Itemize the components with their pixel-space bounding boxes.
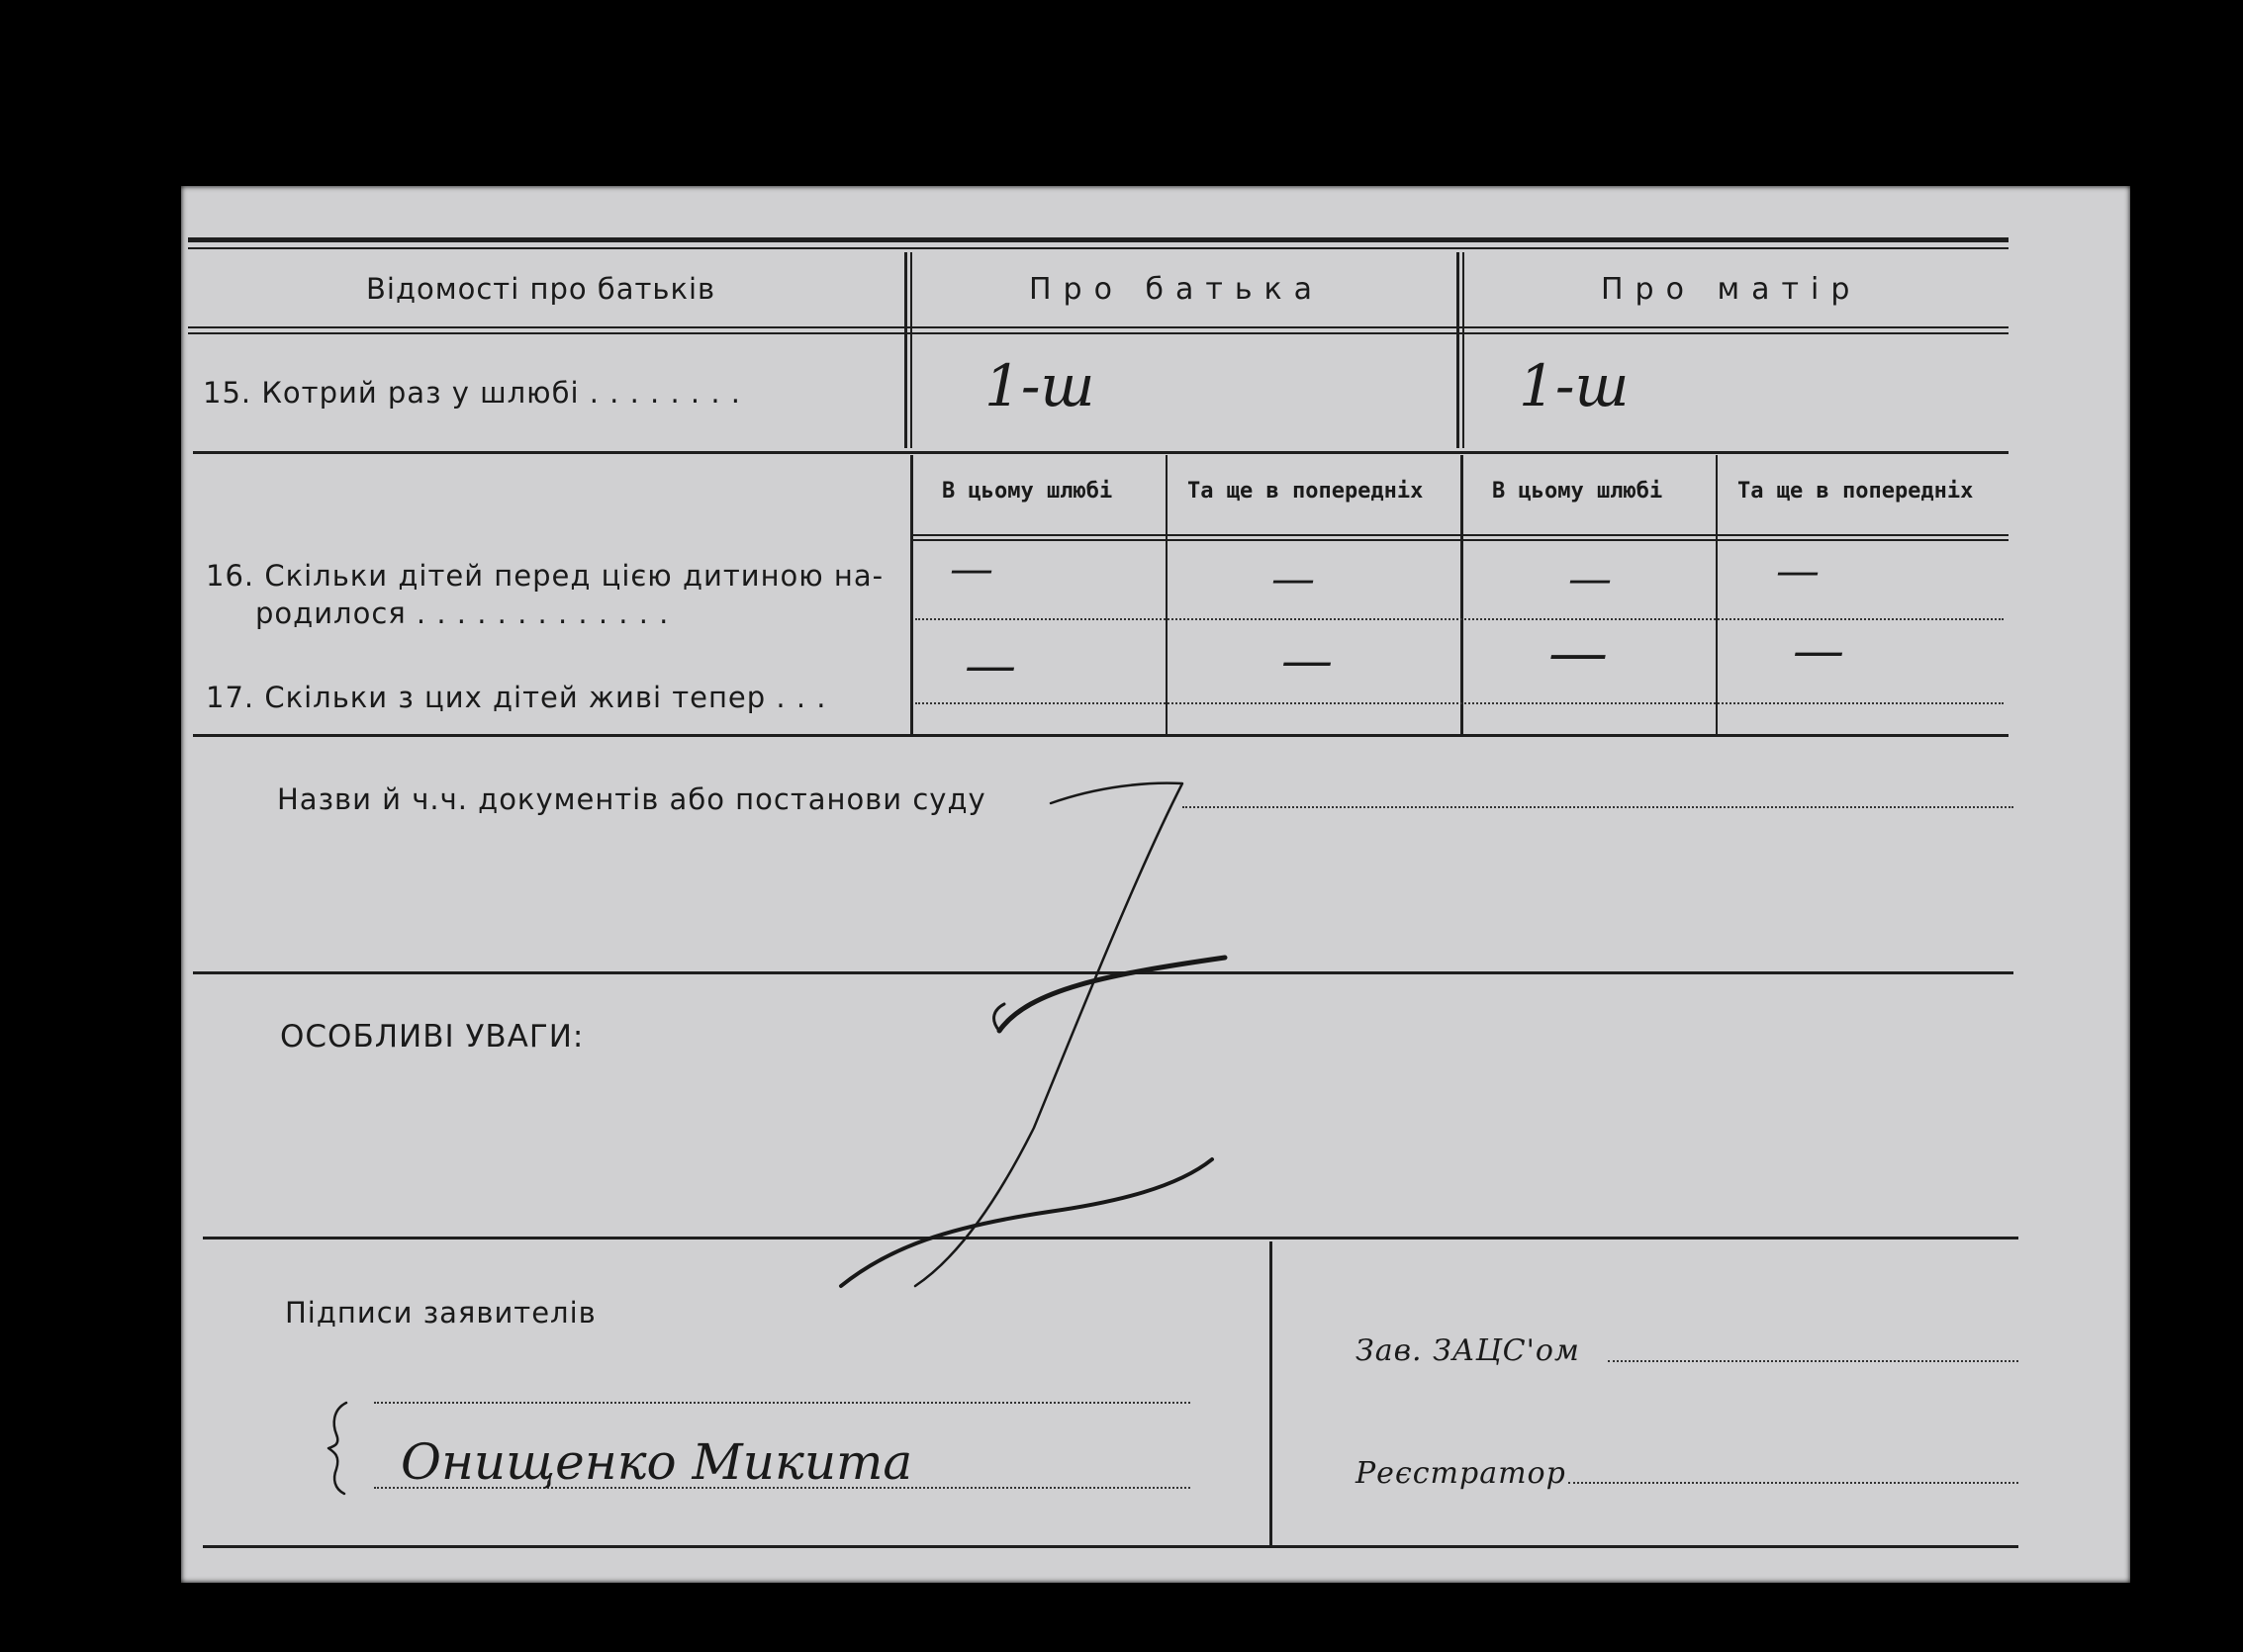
q15-mother-value: 1-ш <box>1519 352 1630 419</box>
q15-label: 15. Котрий раз у шлюбі . . . . . . . . <box>203 376 741 410</box>
subheader-father-this: В цьому шлюбі <box>942 479 1113 504</box>
q17-mother-this-value: — <box>1548 618 1608 688</box>
applicants-signature-label: Підписи заявителів <box>285 1296 597 1330</box>
header-father: Про батька <box>1029 272 1325 307</box>
q16-father-prev-value: — <box>1271 554 1315 604</box>
documents-label: Назви й ч.ч. документів або постанови суду <box>277 782 986 816</box>
subheader-father-prev: Та ще в попередніх <box>1187 479 1424 504</box>
q17-father-this-value: — <box>965 636 1016 695</box>
q16-label-line2: родилося . . . . . . . . . . . . . <box>255 597 670 630</box>
header-parents-info: Відомості про батьків <box>366 272 716 306</box>
applicant-brace <box>328 1403 346 1494</box>
cancellation-z-bottom <box>841 1159 1212 1286</box>
q16-label-line1: 16. Скільки дітей перед цією дитиною на- <box>206 559 885 593</box>
q16-mother-this-value: — <box>1568 554 1612 604</box>
q17-mother-prev-value: — <box>1793 621 1844 681</box>
q16-father-this-value: — <box>950 544 993 595</box>
head-of-registry-label: Зав. ЗАЦС'ом <box>1355 1333 1580 1368</box>
header-mother: Про матір <box>1601 272 1862 307</box>
subheader-mother-this: В цьому шлюбі <box>1492 479 1663 504</box>
cancellation-z-bar <box>999 958 1225 1031</box>
q16-mother-prev-value: — <box>1776 546 1820 597</box>
q15-father-value: 1-ш <box>984 352 1095 419</box>
special-notes-label: ОСОБЛИВІ УВАГИ: <box>280 1019 585 1055</box>
q17-label: 17. Скільки з цих дітей живі тепер . . . <box>206 681 827 714</box>
subheader-mother-prev: Та ще в попередніх <box>1737 479 1974 504</box>
q17-father-prev-value: — <box>1281 631 1333 690</box>
registrar-label: Реєстратор <box>1355 1456 1566 1491</box>
applicant-signature: Онищенко Микита <box>401 1433 913 1491</box>
